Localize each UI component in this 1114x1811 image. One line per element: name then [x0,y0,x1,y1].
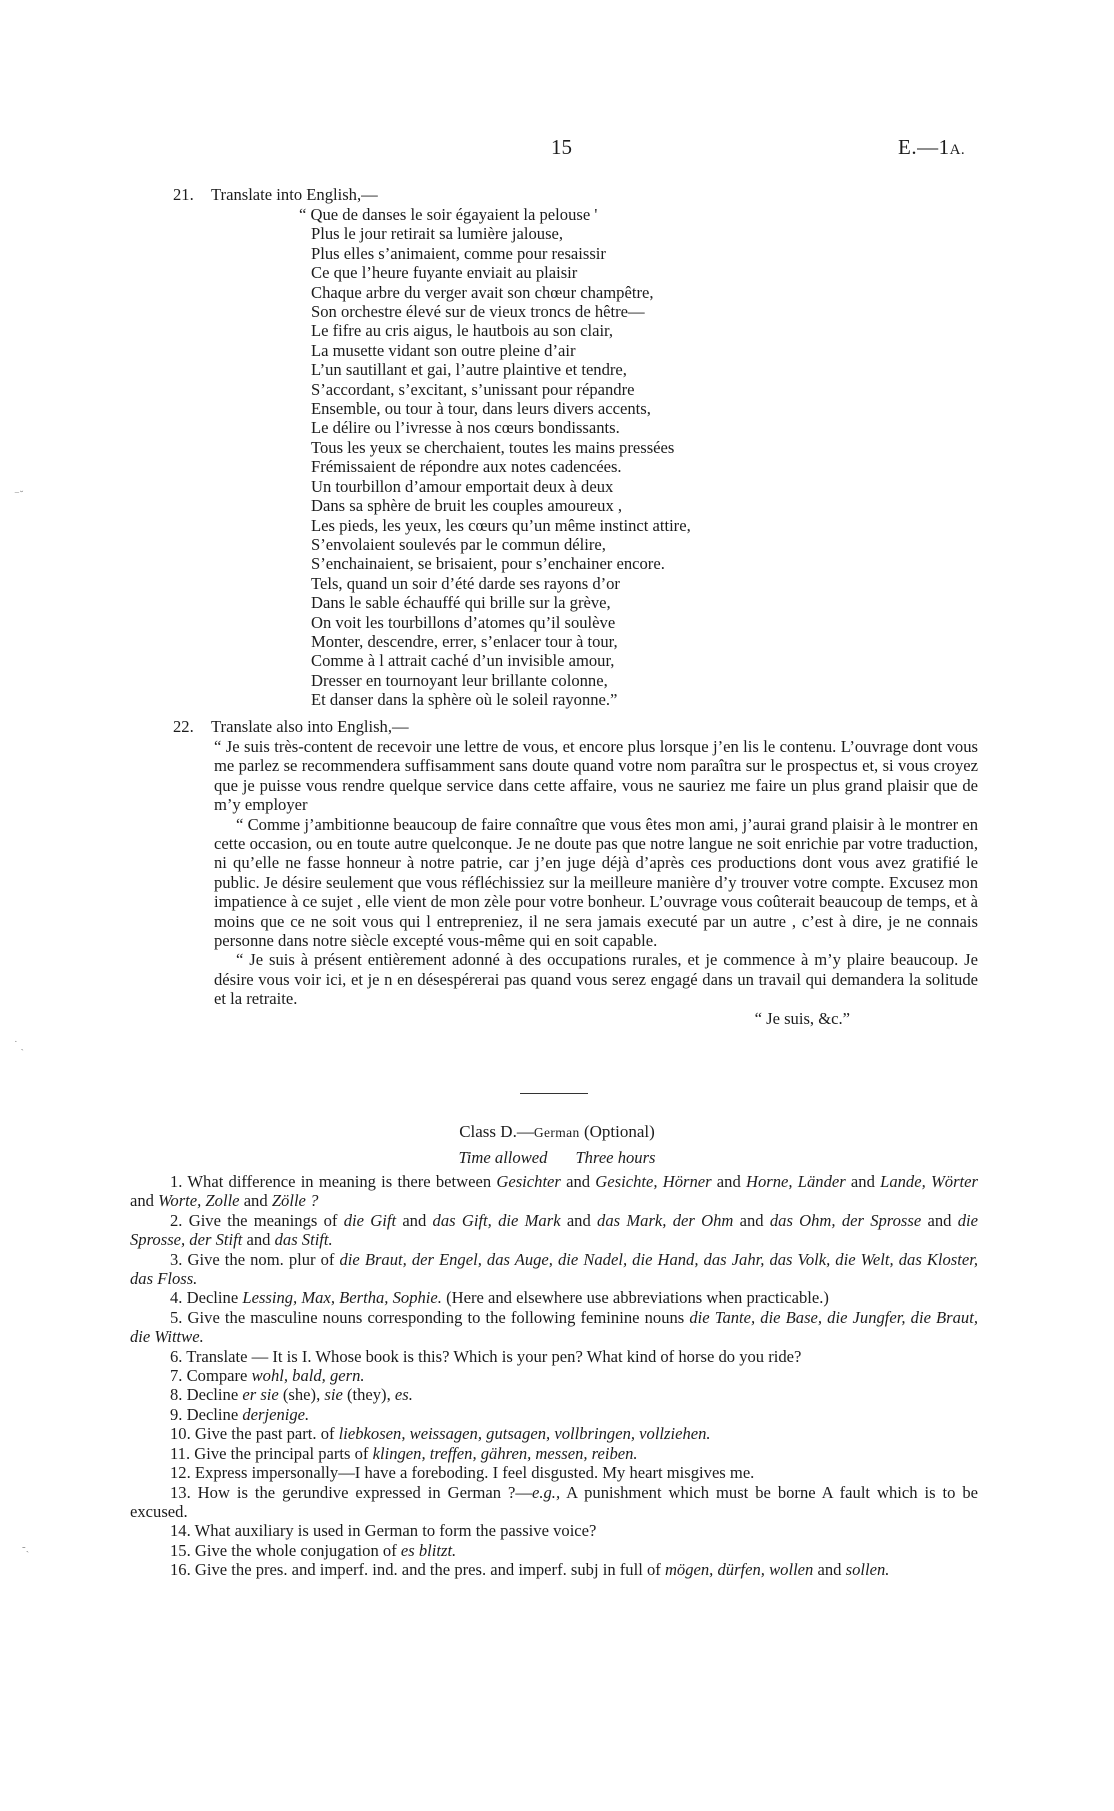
class-d-title [0,1122,1114,1142]
time-allowed [0,1148,1114,1167]
poem-line: Tels, quand un soir d’été darde ses rayons d’or [311,573,620,593]
question-6: 6. Translate — It is I. Whose book is this? Which is your pen? What kind of horse do you ride? [170,1346,802,1366]
poem-line: Monter, descendre, errer, s’enlacer tour à tour, [311,631,618,651]
poem-line: Un tourbillon d’amour emportait deux à deux [311,476,614,496]
poem-line: Son orchestre élevé sur de vieux troncs de hêtre— [311,302,645,322]
poem-line: L’un sautillant et gai, l’autre plaintive et tendre, [311,360,627,380]
class-title-subject: German [533,1125,580,1140]
question-5: 5. Give the masculine nouns corresponding to the following feminine nouns die Tante, die Base, die Jungfer, die Braut, die Wittwe. [130,1307,978,1347]
question-13: 13. How is the gerundive expressed in German ?—e.g., A punishment which must be borne A fault which is to be excused. [130,1482,979,1521]
question-11: 11. Give the principal parts of klingen, treffen, gähren, messen, reiben. [170,1443,638,1463]
poem-line: Plus le jour retirait sa lumière jalouse, [311,224,564,244]
poem-line: Les pieds, les yeux, les cœurs qu’un même instinct attire, [311,515,691,535]
question-9: 9. Decline derjenige. [170,1404,310,1424]
document-code [898,135,966,160]
question-21-instruction: Translate into English,— [211,185,378,204]
poem-line: Dans sa sphère de bruit les couples amoureux , [311,496,623,516]
scan-speck: ‐ˎ [22,1541,30,1553]
poem-line: Comme à l attrait caché d’un invisible amour, [311,651,615,671]
poem-line: Ensemble, ou tour à tour, dans leurs divers accents, [311,399,651,419]
question-14: 14. What auxiliary is used in German to form the passive voice? [170,1521,597,1541]
poem-line: La musette vidant son outre pleine d’air [311,340,576,360]
section-divider [520,1093,588,1094]
poem-line: “ Que de danses le soir égayaient la pelouse ' [299,205,598,224]
letter-paragraph: “ Je suis à présent entièrement adonné à des occupations rurales, et je commence à m’y plaire beaucoup. Je désire vous voir ici, et je n en désespérerai pas quand vous serez engagé dans un travail qui demandera la solitude et la retraite. [214,950,978,1009]
question-10: 10. Give the past part. of liebkosen, weissagen, gutsagen, vollbringen, vollziehen. [170,1424,711,1444]
poem-line: Plus elles s’animaient, comme pour resaissir [311,243,606,263]
question-8: 8. Decline er sie (she), sie (they), es. [170,1385,413,1405]
question-4: 4. Decline Lessing, Max, Bertha, Sophie. (Here and elsewhere use abbreviations when practicable.) [170,1288,829,1308]
class-title-suffix: (Optional) [579,1122,655,1141]
question-2: 2. Give the meanings of die Gift and das Gift, die Mark and das Mark, der Ohm and das Ohm, der Sprosse and die Sprosse, der Stift and das Stift. [130,1210,978,1250]
document-code-main: E.—1 [898,135,950,159]
german-questions [130,1172,978,1580]
question-22-number: 22. [173,717,194,736]
question-1: 1. What difference in meaning is there between Gesichter and Gesichte, Hörner and Horne, Länder and Lande, Wörter and Worte, Zolle and Zölle ? [130,1172,978,1211]
poem-line: Dresser en tournoyant leur brillante colonne, [311,670,608,690]
poem-line: Frémissaient de répondre aux notes cadencées. [311,457,622,477]
question-12: 12. Express impersonally—I have a foreboding. I feel disgusted. My heart misgives me. [170,1463,755,1483]
question-22-heading [173,717,409,736]
poem-line: On voit les tourbillons d’atomes qu’il soulève [311,612,616,632]
poem-line: S’accordant, s’excitant, s’unissant pour répandre [311,379,635,399]
poem-line: Dans le sable échauffé qui brille sur la grève, [311,593,611,613]
french-letter [214,737,978,1028]
time-allowed-label: Time allowed [458,1148,548,1167]
poem-line: Le délire ou l’ivresse à nos cœurs bondissants. [311,418,620,438]
question-21-heading [173,185,378,204]
poem-line: S’envolaient soulevés par le commun délire, [311,534,606,554]
question-22-instruction: Translate also into English,— [211,717,409,736]
time-allowed-value: Three hours [575,1148,656,1167]
poem-line: Et danser dans la sphère où le soleil rayonne.” [311,690,618,710]
question-15: 15. Give the whole conjugation of es blitzt. [170,1540,457,1560]
question-7: 7. Compare wohl, bald, gern. [170,1366,365,1386]
letter-paragraph: “ Comme j’ambitionne beaucoup de faire connaître que vous êtes mon ami, j’aurai grand plaisir à le montrer en cette occasion, ou en toute autre quelconque. Je ne doute pas que notre langue ne soit enrichie par votre traduction, ni qu’elle ne fasse honneur à notre patrie, car j’en juge déjà d’après ces productions dont vous avez gratifié le public. Je désire seulement que vous réfléchissiez sur la meilleure manière d’y trouver votre compte. Excusez mon impatience à ce sujet , elle vient de mon zèle pour votre bonheur. L’ouvrage vous coûterait beaucoup de temps, et à moins que ce ne soit vous qui l entrepreniez, il ne sera jamais executé par un autre , c’est à dire, je ne connais personne dans notre siècle excepté vous-même qui en soit capable. [214,814,978,951]
poem-line: Chaque arbre du verger avait son chœur champêtre, [311,282,654,302]
question-16: 16. Give the pres. and imperf. ind. and the pres. and imperf. subj in full of mögen, dürfen, wollen and sollen. [170,1560,890,1580]
class-title-letter: D.— [496,1122,534,1141]
poem-line: Le fifre au cris aigus, le hautbois au son clair, [311,321,614,341]
scan-speck: ˙ ˎ [14,1039,25,1051]
scan-speck: ⁻˘ [14,489,24,501]
letter-paragraph: “ Je suis très-content de recevoir une lettre de vous, et encore plus lorsque j’en lis le contenu. L’ouvrage dont vous me parlez se recommendera suffisamment sans doute quand votre nom paraîtra sur le prospectus et, si vous croyez que je puisse vous rendre quelque service dans cette affaire, vous ne sauriez me faire un plus grand plaisir que de m’y employer [214,737,978,815]
poem-line: Tous les yeux se cherchaient, toutes les mains pressées [311,437,675,457]
letter-signoff: “ Je suis, &c.” [754,1008,850,1028]
poem-line: Ce que l’heure fuyante enviait au plaisir [311,263,578,283]
poem-line: S’enchainaient, se brisaient, pour s’enchainer encore. [311,554,665,574]
page-number: 15 [551,135,572,159]
document-code-suffix: A. [949,142,966,158]
french-poem [299,205,871,710]
question-3: 3. Give the nom. plur of die Braut, der Engel, das Auge, die Nadel, die Hand, das Jahr, das Volk, die Welt, das Kloster, das Floss. [130,1249,978,1289]
question-21-number: 21. [173,185,194,204]
class-title-prefix: Class [459,1122,497,1141]
